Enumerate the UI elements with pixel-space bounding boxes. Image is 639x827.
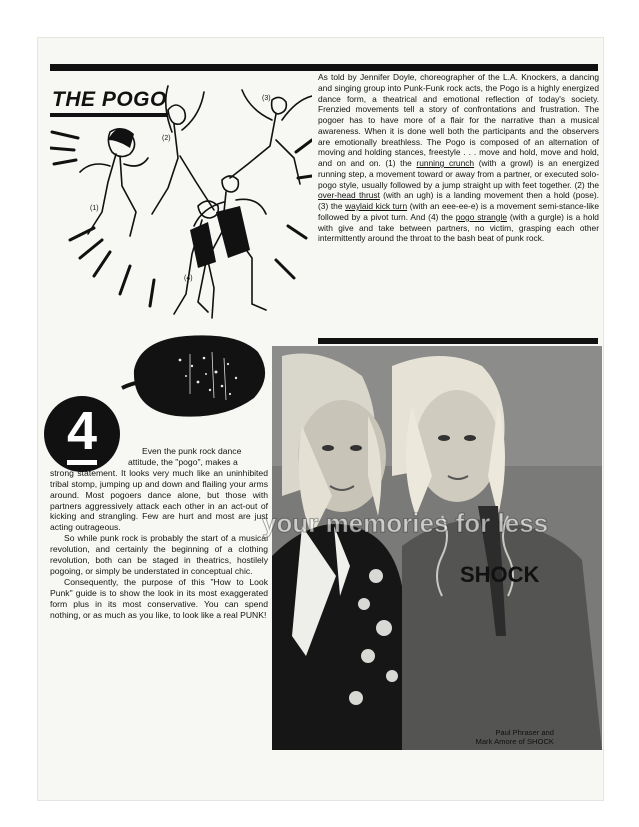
term-waylaid-kick-turn: waylaid kick turn <box>345 201 408 211</box>
body-p1-line2: attitude, the "pogo", makes a <box>128 456 238 467</box>
photo-caption <box>404 728 554 747</box>
body-p1-rest: strong statement. It looks very much like an uninhibited tribal stomp, jumping up and down and flailing your arms around. Most pogoers dance alone, but those with partners aggressively attack each other in an act-out of kicking and strangling. Few are hurt and most are just acting outrageous. <box>50 467 268 533</box>
body-text <box>50 446 268 621</box>
shirt-text: SHOCK <box>460 562 540 587</box>
caption-line-2: Mark Amore of SHOCK <box>475 737 554 747</box>
figure-label-3: (3) <box>262 95 271 102</box>
section-number: 4 <box>67 404 97 465</box>
figure-label-4: (4) <box>184 275 193 282</box>
body-paragraph-1 <box>50 446 268 533</box>
body-paragraph-2: So while punk rock is probably the start of a musical revolution, and certainly the beginning of a clothing revolution, both can be staged in theatrics, hostilely pogoing, or simply be understated in conceptual chic. <box>50 533 268 576</box>
band-photo <box>272 346 602 750</box>
caption-line-1: Paul Phraser and <box>495 728 554 737</box>
page-title: THE POGO <box>52 88 167 111</box>
term-running-crunch: running crunch <box>416 158 475 168</box>
intro-text-4: (with an eee-ee-e) is a movement semi-stance-like followed by a pivot turn. And (4) the <box>318 201 599 222</box>
term-pogo-strangle: pogo strangle <box>455 211 507 222</box>
top-rule <box>50 64 598 71</box>
intro-text-5: (with a gurgle) is a hold with give and take between partners, no victim, grasping each other intermittently around the throat to the bash beat of punk rock. <box>318 211 599 244</box>
pogo-dance-illustration <box>50 80 312 336</box>
intro-text-1: As told by Jennifer Doyle, choreographer of the L.A. Knockers, a dancing and singing group into Punk-Funk rock acts, the Pogo is a highly energized dance form, a theatrical and emotional reflection of today's society. Frenzied movements tell a story of confrontations and frustration. The pogoer has to have more of a flair for the narrative than a musical awareness. When it is done well both the participants and the observers are emotionally breathless. The Pogo is composed of an alternation of moving and holding stances, freestyle . . . move and hold, move and hold, and on and on. (1) the <box>318 72 599 168</box>
intro-text-2: (with a growl) is an energized running step, a movement toward or away from a partner, or executed solo-pogo style, usually followed by a jump straight up with feet together. (2) the <box>318 158 599 190</box>
intro-text-3: (with an ugh) is a landing movement then a hold (pose). (3) the <box>318 190 599 211</box>
intro-paragraph <box>318 72 599 244</box>
figure-label-1: (1) <box>90 205 99 212</box>
term-over-head-thrust: over-head thrust <box>318 190 380 201</box>
title-underline <box>50 113 168 117</box>
halftone-splash-graphic <box>120 330 270 420</box>
body-p1-line1: Even the punk rock dance <box>142 446 242 456</box>
body-paragraph-3: Consequently, the purpose of this "How to Look Punk" guide is to show the look in its most exaggerated form plus in its most conservative. You can spend nothing, or as much as you like, to look like a real PUNK! <box>50 576 268 620</box>
section-rule <box>318 338 598 344</box>
figure-label-2: (2) <box>162 135 171 142</box>
watermark-text: your memories for less <box>262 508 549 538</box>
